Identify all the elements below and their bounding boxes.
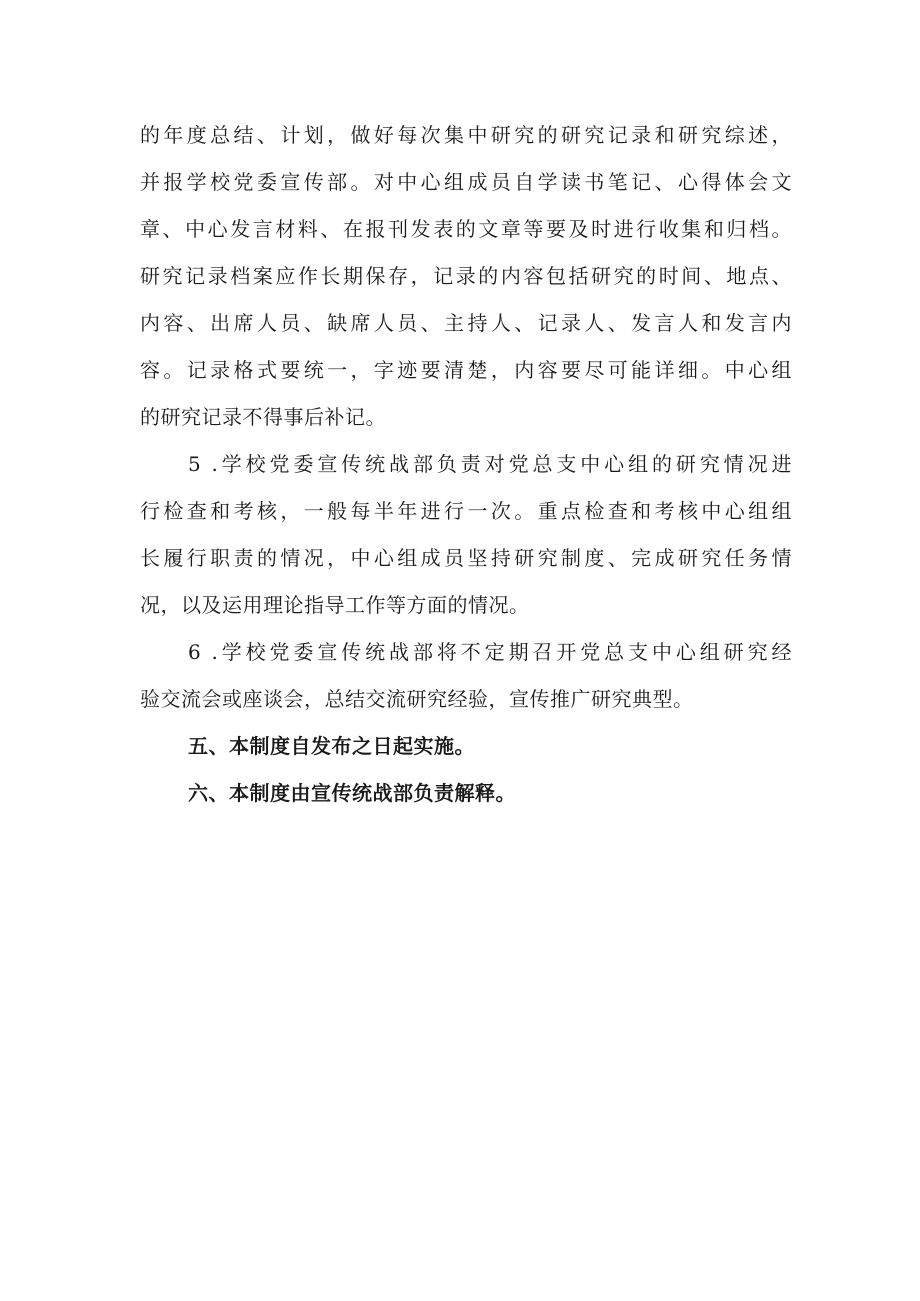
text-line: 况，以及运用理论指导工作等方面的情况。	[140, 593, 530, 617]
article-five: 五、本制度自发布之日起实施。	[188, 734, 475, 758]
text-line: 内容、出席人员、缺席人员、主持人、记录人、发言人和发言内	[140, 311, 792, 335]
text-line: 长履行职责的情况，中心组成员坚持研究制度、完成研究任务情	[140, 546, 792, 570]
text-line: 5 .学校党委宣传统战部负责对党总支中心组的研究情况进	[188, 452, 792, 476]
article-six: 六、本制度由宣传统战部负责解释。	[188, 781, 516, 805]
paragraph-records	[140, 112, 792, 441]
document-page	[140, 112, 792, 817]
paragraph-item-5	[140, 441, 792, 629]
paragraph-item-6	[140, 629, 792, 723]
text-line: 行检查和考核，一般每半年进行一次。重点检查和考核中心组组	[140, 499, 792, 523]
text-line: 验交流会或座谈会，总结交流研究经验，宣传推广研究典型。	[140, 687, 694, 711]
text-line: 容。记录格式要统一，字迹要清楚，内容要尽可能详细。中心组	[140, 358, 792, 382]
text-line: 并报学校党委宣传部。对中心组成员自学读书笔记、心得体会文	[140, 170, 792, 194]
text-line: 的研究记录不得事后补记。	[140, 405, 386, 429]
text-line: 6 .学校党委宣传统战部将不定期召开党总支中心组研究经	[188, 640, 792, 664]
text-line: 研究记录档案应作长期保存，记录的内容包括研究的时间、地点、	[140, 264, 792, 288]
text-line: 的年度总结、计划，做好每次集中研究的研究记录和研究综述，	[140, 123, 792, 147]
text-line: 章、中心发言材料、在报刊发表的文章等要及时进行收集和归档。	[140, 217, 792, 241]
